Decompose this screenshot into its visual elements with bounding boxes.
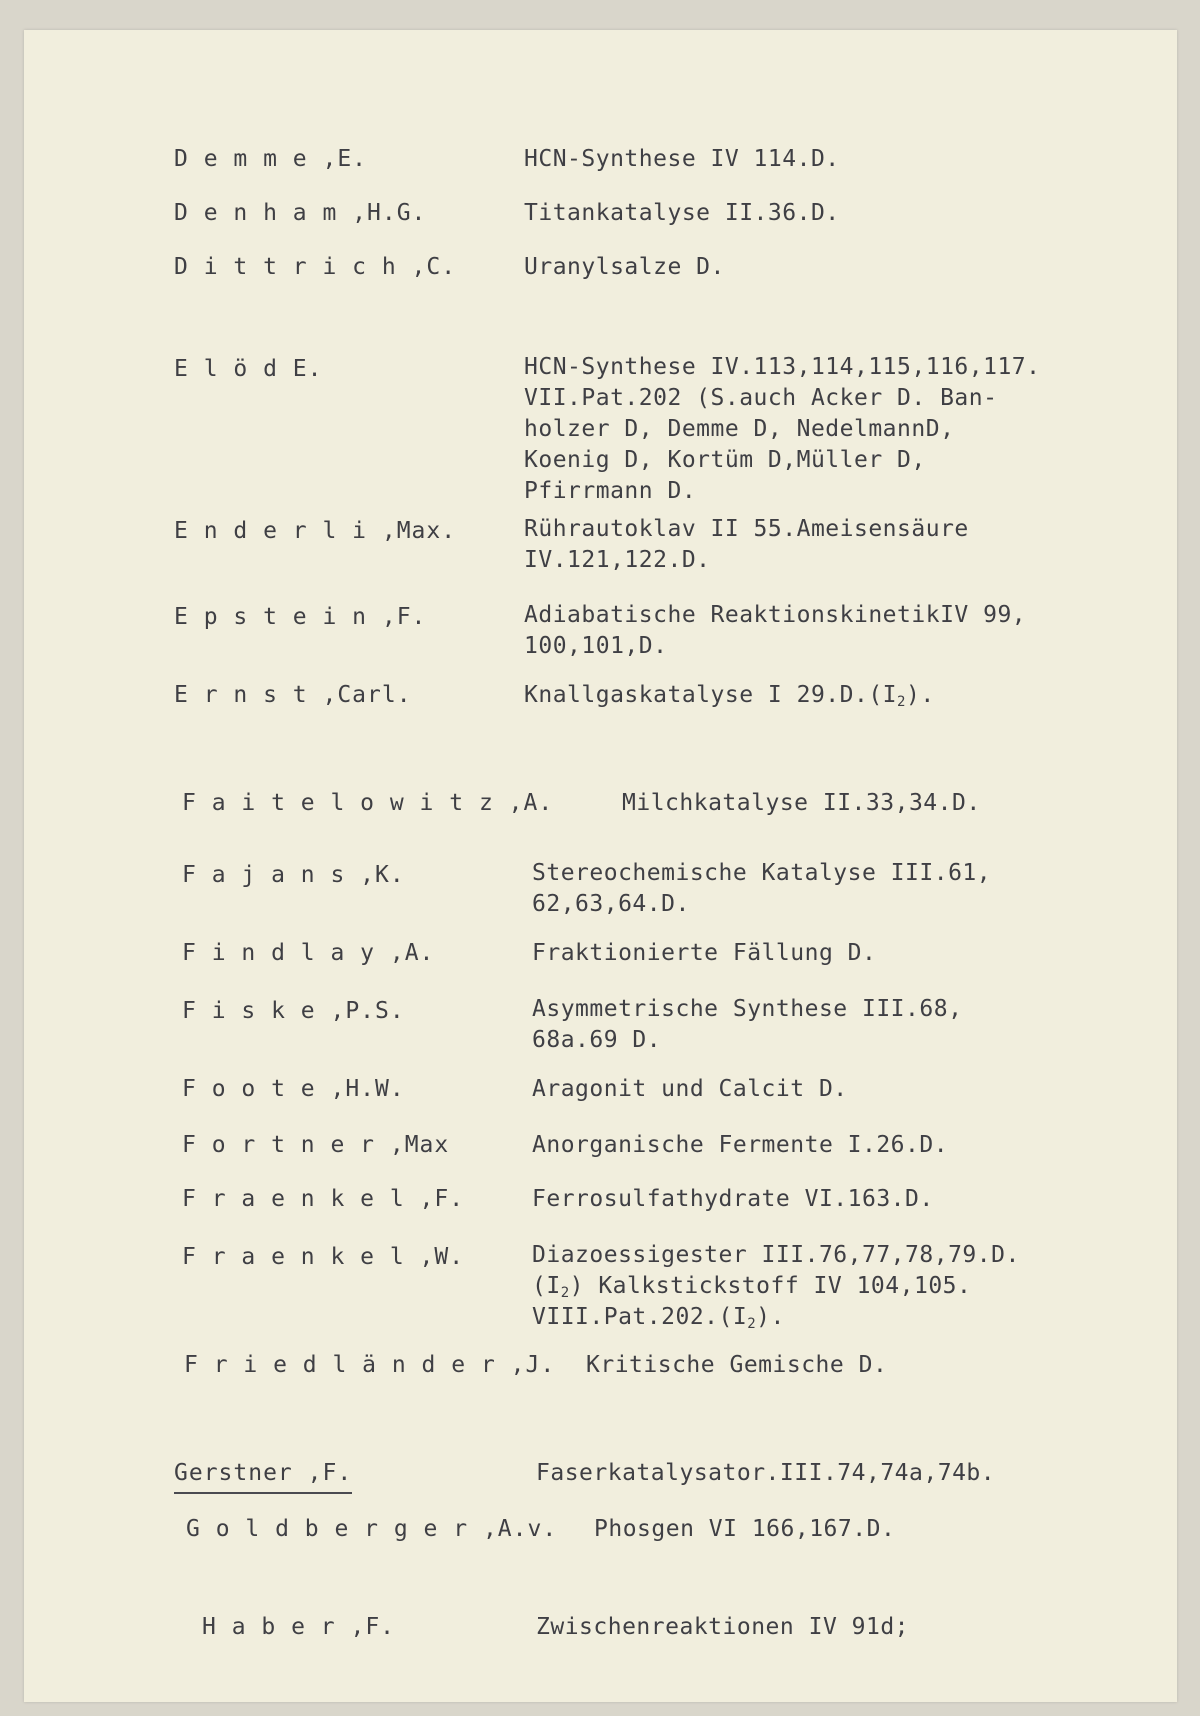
person-name: Gerstner ,F.: [174, 1456, 352, 1494]
reference-text: Rührautoklav II 55.Ameisensäure IV.121,122.D.: [524, 516, 969, 573]
reference-text: Kritische Gemische D.: [586, 1352, 888, 1378]
person-name: E p s t e i n ,F.: [174, 604, 427, 630]
person-name: G o l d b e r g e r ,A.v.: [186, 1516, 558, 1542]
reference-text: Titankatalyse II.36.D.: [524, 200, 840, 226]
reference-text: Ferrosulfathydrate VI.163.D.: [532, 1186, 934, 1212]
reference-text: Adiabatische ReaktionskinetikIV 99, 100,101,D.: [524, 602, 1027, 659]
reference-text: Knallgaskatalyse I $29.D.(I_2)$.: [524, 682, 935, 710]
person-name: F r a e n k e l ,F.: [182, 1186, 465, 1212]
person-name: F i n d l a y ,A.: [182, 940, 435, 966]
reference-text: Zwischenreaktionen IV 91d;: [536, 1614, 910, 1640]
person-name: E n d e r l i ,Max.: [174, 518, 457, 544]
reference-text: Faserkatalysator.III.74,74a,74b.: [536, 1460, 996, 1486]
reference-text: HCN-Synthese IV.113,114,115,116,117. VII.Pat.202 (S.auch Acker D. Ban- holzer D, Demme D, NedelmannD, Koenig D, Kortüm D,Müller D, Pfirrmann D.: [524, 354, 1041, 504]
reference-text: Fraktionierte Fällung D.: [532, 940, 877, 966]
reference-text: Milchkatalyse II.33,34.D.: [622, 790, 981, 816]
reference-text: Aragonit und Calcit D.: [532, 1076, 848, 1102]
reference-text: HCN-Synthese IV 114.D.: [524, 146, 840, 172]
person-name: F a j a n s ,K.: [182, 862, 405, 888]
person-name: F r i e d l ä n d e r ,J.: [184, 1352, 556, 1378]
person-name: E r n s t ,Carl.: [174, 682, 412, 708]
person-name: D e m m e ,E.: [174, 146, 368, 172]
person-name: D i t t r i c h ,C.: [174, 254, 457, 280]
person-name: E l ö d E.: [174, 356, 323, 382]
person-name: F r a e n k e l ,W.: [182, 1244, 465, 1270]
reference-text: Asymmetrische Synthese III.68, 68a.69 D.: [532, 996, 963, 1053]
person-name: F o r t n e r ,Max: [182, 1132, 450, 1158]
person-name: F o o t e ,H.W.: [182, 1076, 405, 1102]
reference-text: Anorganische Fermente I.26.D.: [532, 1132, 949, 1158]
reference-text: Stereochemische Katalyse III.61, 62,63,64.D.: [532, 860, 992, 917]
person-name: H a b e r ,F.: [202, 1614, 396, 1640]
reference-text: Phosgen VI 166,167.D.: [594, 1516, 896, 1542]
reference-text: Diazoessigester III.76,77,78,79.D. $(I_2)$ Kalkstickstoff IV 104,105. $VIII.Pat.202.(I_2)$.: [532, 1242, 1020, 1332]
person-name: F a i t e l o w i t z ,A.: [182, 790, 554, 816]
person-name: D e n h a m ,H.G.: [174, 200, 427, 226]
person-name: F i s k e ,P.S.: [182, 998, 405, 1024]
document-page: [24, 30, 1177, 1702]
reference-text: Uranylsalze D.: [524, 254, 725, 280]
